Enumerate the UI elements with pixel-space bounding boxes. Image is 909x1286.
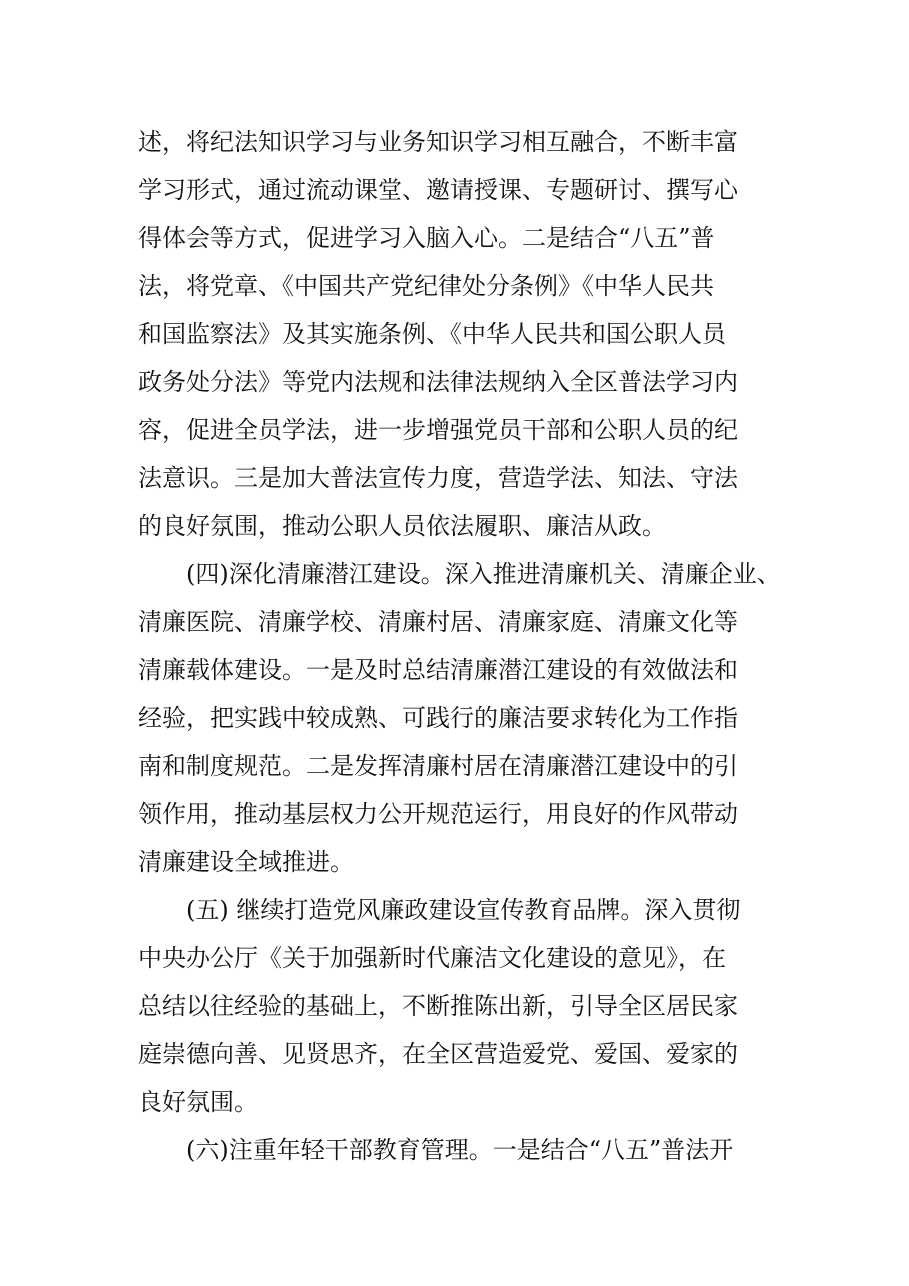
text-line: 南和制度规范。二是发挥清廉村居在清廉潜江建设中的引 — [138, 752, 738, 780]
text-line: 良好氛围。 — [138, 1088, 258, 1116]
text-line: 领作用，推动基层权力公开规范运行，用良好的作风带动 — [138, 800, 738, 828]
section-four-heading-line: (四)深化清廉潜江建设。深入推进清廉机关、清廉企业、 — [186, 560, 781, 588]
section-five-heading-line: (五) 继续打造党风廉政建设宣传教育品牌。深入贯彻 — [186, 896, 741, 924]
text-line: 容，促进全员学法，进一步增强党员干部和公职人员的纪 — [138, 416, 738, 444]
text-line: 庭崇德向善、见贤思齐，在全区营造爱党、爱国、爱家的 — [138, 1040, 738, 1068]
section-six-heading-line: (六)注重年轻干部教育管理。一是结合“八五”普法开 — [186, 1136, 734, 1164]
text-line: 清廉医院、清廉学校、清廉村居、清廉家庭、清廉文化等 — [138, 608, 738, 636]
text-line: 法，将党章、《中国共产党纪律处分条例》《中华人民共 — [138, 272, 714, 300]
text-line: 政务处分法》等党内法规和法律法规纳入全区普法学习内 — [138, 368, 738, 396]
text-line: 经验，把实践中较成熟、可践行的廉洁要求转化为工作指 — [138, 704, 738, 732]
text-line: 得体会等方式，促进学习入脑入心。二是结合“八五”普 — [138, 224, 715, 252]
text-line: 和国监察法》及其实施条例、《中华人民共和国公职人员 — [138, 320, 726, 348]
text-line: 法意识。三是加大普法宣传力度，营造学法、知法、守法 — [138, 464, 738, 492]
text-line: 清廉载体建设。一是及时总结清廉潜江建设的有效做法和 — [138, 656, 738, 684]
text-line: 中央办公厅《关于加强新时代廉洁文化建设的意见》，在 — [138, 944, 726, 972]
text-line: 学习形式，通过流动课堂、邀请授课、专题研讨、撰写心 — [138, 176, 738, 204]
text-line: 清廉建设全域推进。 — [138, 848, 354, 876]
document-body — [138, 118, 781, 1174]
text-line: 的良好氛围，推动公职人员依法履职、廉洁从政。 — [138, 512, 666, 540]
text-line: 总结以往经验的基础上，不断推陈出新，引导全区居民家 — [138, 992, 738, 1020]
text-line: 述，将纪法知识学习与业务知识学习相互融合，不断丰富 — [138, 128, 738, 156]
